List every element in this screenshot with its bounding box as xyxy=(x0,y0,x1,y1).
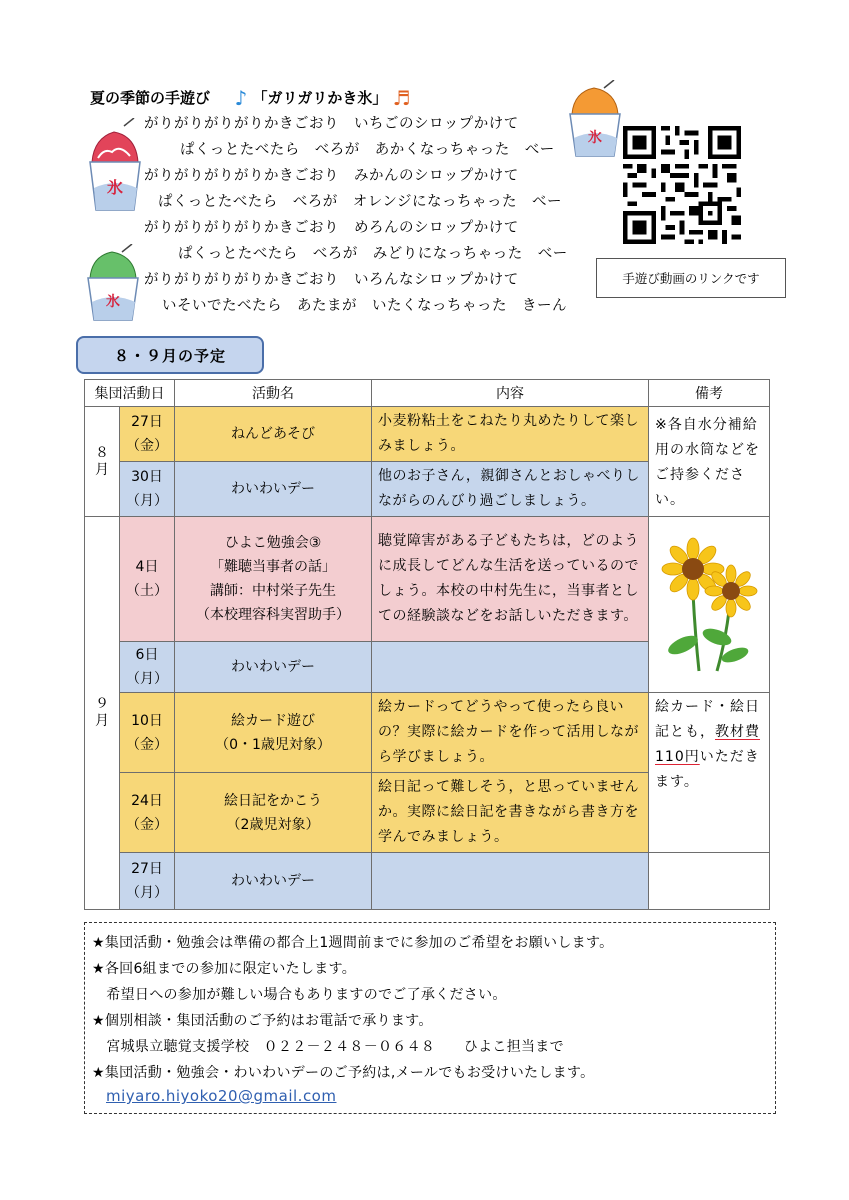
row-activity: ひよこ勉強会③ 「難聴当事者の話」 講師：中村栄子先生 （本校理容科実習助手） xyxy=(175,517,372,642)
note-water-bottle: ※各自水分補給用の水筒などをご持参ください。 xyxy=(649,407,770,517)
qr-code-icon[interactable] xyxy=(623,126,741,244)
row-date: 27日 （金） xyxy=(120,407,175,462)
notice-line: 宮城県立聴覚支援学校 ０２２－２４８－０６４８ ひよこ担当まで xyxy=(92,1039,564,1055)
song-title xyxy=(90,86,411,110)
notice-line: ★集団活動・勉強会・わいわいデーのご予約は,メールでもお受けいたします。 xyxy=(92,1065,595,1081)
row-date: 10日 （金） xyxy=(120,693,175,773)
row-date: 27日 （月） xyxy=(120,853,175,910)
row-activity: わいわいデー xyxy=(175,853,372,910)
header-activity: 活動名 xyxy=(175,380,372,407)
sunflower-cell xyxy=(649,517,770,693)
shaved-ice-orange-icon xyxy=(560,80,630,160)
row-date: 6日 （月） xyxy=(120,642,175,693)
cup-label: 氷 xyxy=(106,294,120,310)
note-fee-intro: 絵カード・絵日記とも， xyxy=(655,699,760,740)
note-materials-fee xyxy=(649,693,770,853)
shaved-ice-red-icon xyxy=(80,118,150,218)
notice-line: ★各回6組までの参加に限定いたします。 xyxy=(92,961,357,977)
row-date: 24日 （金） xyxy=(120,773,175,853)
row-content: 小麦粉粘土をこねたり丸めたりして楽しみましょう。 xyxy=(372,407,649,462)
row-activity: 絵カード遊び （0・1歳児対象） xyxy=(175,693,372,773)
row-content: 聴覚障害がある子どもたちは，どのように成長してどんな生活を送っているのでしょう。本校の中村先生に，当事者としての経験談などをお話しいただきます。 xyxy=(372,517,649,642)
header-notes: 備考 xyxy=(649,380,770,407)
row-date: 30日 （月） xyxy=(120,462,175,517)
lyric-line: がりがりがりがりかきごおり みかんのシロップかけて xyxy=(144,168,519,184)
header-content: 内容 xyxy=(372,380,649,407)
row-content xyxy=(372,853,649,910)
row-date: 4日 （土） xyxy=(120,517,175,642)
note-fee-amount: 教材費110円 xyxy=(655,724,760,765)
row-content: 絵カードってどうやって使ったら良いの？実際に絵カードを作って活用しながら学びましょう。 xyxy=(372,693,649,773)
lyric-line: がりがりがりがりかきごおり いろんなシロップかけて xyxy=(144,272,519,288)
song-title-prefix: 夏の季節の手遊び xyxy=(90,89,211,107)
month-september: ９ 月 xyxy=(85,517,120,910)
notice-line: ★個別相談・集団活動のご予約はお電話で承ります。 xyxy=(92,1013,433,1029)
table-row xyxy=(85,407,770,462)
row-activity: ねんどあそび xyxy=(175,407,372,462)
lyric-line: ぱくっとたべたら べろが みどりになっちゃった べー xyxy=(178,246,568,262)
row-content xyxy=(372,642,649,693)
table-row xyxy=(85,693,770,773)
lyric-line: ぱくっとたべたら べろが オレンジになっちゃった べー xyxy=(158,194,562,210)
email-link[interactable]: miyaro.hiyoko20@gmail.com xyxy=(106,1087,337,1105)
header-date: 集団活動日 xyxy=(85,380,175,407)
lyric-line: いそいでたべたら あたまが いたくなっちゃった きーん xyxy=(162,298,567,314)
row-activity: 絵日記をかこう （2歳児対象） xyxy=(175,773,372,853)
row-content: 絵日記って難しそう，と思っていませんか。実際に絵日記を書きながら書き方を学んでみましょう。 xyxy=(372,773,649,853)
note-empty xyxy=(649,853,770,910)
month-august: ８ 月 xyxy=(85,407,120,517)
song-name: 「ガリガリかき氷」 xyxy=(252,89,388,107)
notice-line: ★集団活動・勉強会は準備の都合上1週間前までに参加のご希望をお願いします。 xyxy=(92,935,614,951)
row-activity: わいわいデー xyxy=(175,642,372,693)
sunflower-icon xyxy=(659,533,759,673)
schedule-heading: ８・９月の予定 xyxy=(76,336,264,374)
cup-label: 氷 xyxy=(588,130,602,146)
lyric-line: がりがりがりがりかきごおり いちごのシロップかけて xyxy=(144,116,519,132)
row-activity: わいわいデー xyxy=(175,462,372,517)
lyric-line: がりがりがりがりかきごおり めろんのシロップかけて xyxy=(144,220,519,236)
lyric-line: ぱくっとたべたら べろが あかくなっちゃった べー xyxy=(180,142,555,158)
qr-caption: 手遊び動画のリンクです xyxy=(596,258,786,298)
cup-label: 氷 xyxy=(106,178,124,197)
table-row xyxy=(85,517,770,642)
schedule-table xyxy=(84,379,770,910)
row-content: 他のお子さん，親御さんとおしゃべりしながらのんびり過ごしましょう。 xyxy=(372,462,649,517)
note-fee-outro: いただきます。 xyxy=(655,749,760,790)
music-note-icon: ♪ xyxy=(234,86,248,110)
table-header-row xyxy=(85,380,770,407)
notice-line: 希望日への参加が難しい場合もありますのでご了承ください。 xyxy=(92,987,507,1003)
shaved-ice-green-icon xyxy=(78,244,148,324)
music-notes-icon: ♬ xyxy=(392,86,411,110)
table-row xyxy=(85,853,770,910)
